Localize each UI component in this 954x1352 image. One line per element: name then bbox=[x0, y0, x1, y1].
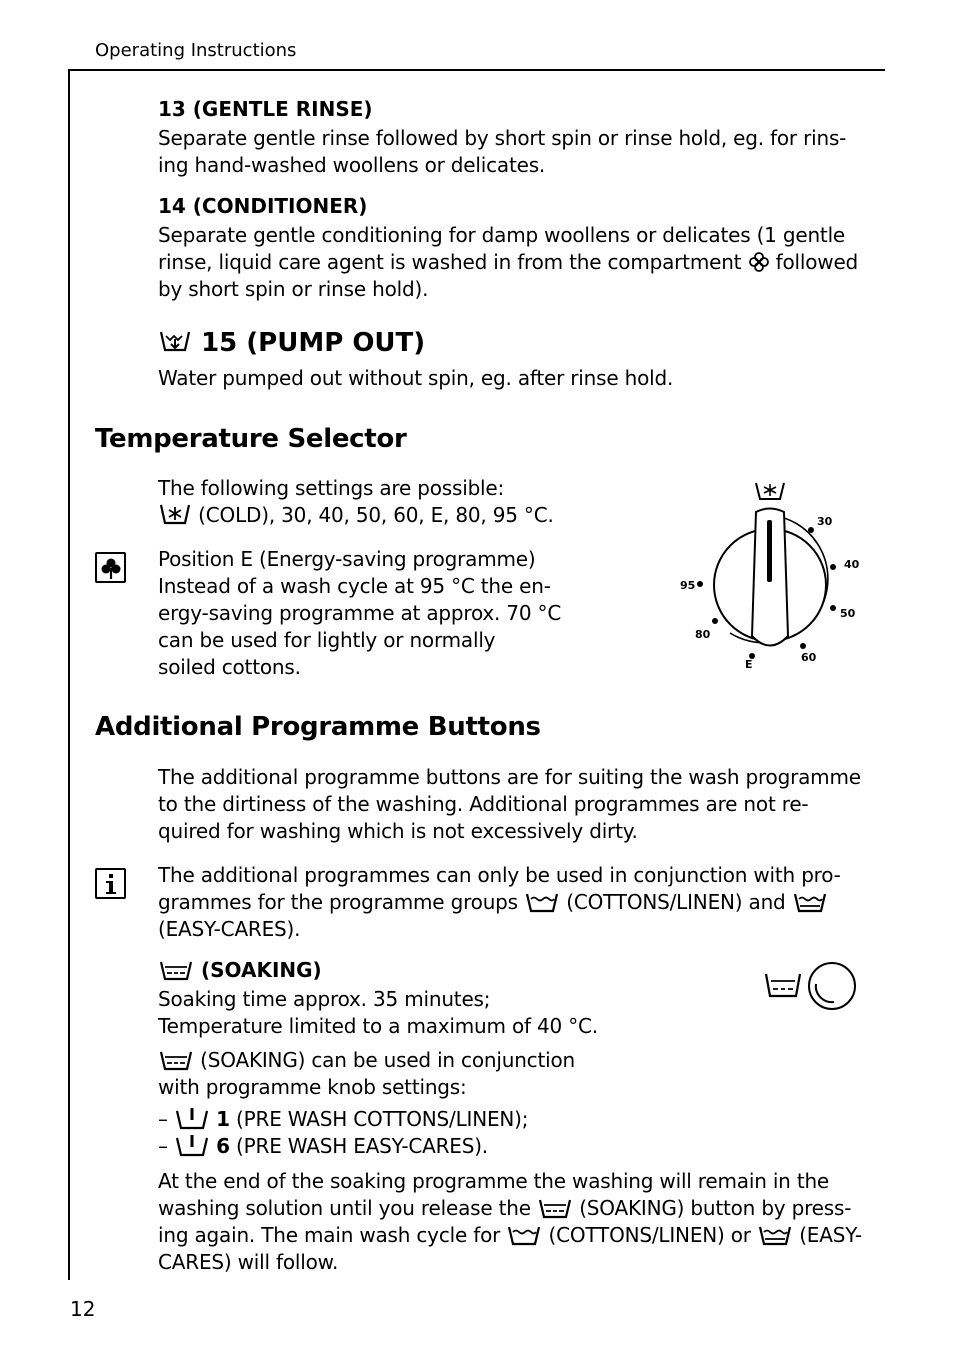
text-line bbox=[158, 1047, 575, 1074]
text-part: (SOAKING) button by press- bbox=[579, 1196, 852, 1220]
text-part: (SOAKING) can be used in conjunction bbox=[200, 1048, 575, 1072]
gentle-rinse-heading: 13 (GENTLE RINSE) bbox=[158, 97, 373, 121]
list-dash: – bbox=[158, 1134, 168, 1158]
text-part: grammes for the programme groups bbox=[158, 890, 518, 914]
text-part: ing again. The main wash cycle for bbox=[158, 1223, 501, 1247]
heading-text: 15 (PUMP OUT) bbox=[201, 328, 426, 358]
conditioner-text bbox=[158, 222, 858, 303]
flower-compartment-icon bbox=[748, 251, 770, 273]
pump-out-text: Water pumped out without spin, eg. after rinse hold. bbox=[158, 366, 674, 390]
dial-label-80: 80 bbox=[695, 628, 711, 641]
text-line: with programme knob settings: bbox=[158, 1075, 467, 1099]
text-line: ing hand-washed woollens or delicates. bbox=[158, 153, 546, 177]
text-line: can be used for lightly or normally bbox=[158, 628, 496, 652]
additional-heading: Additional Programme Buttons bbox=[95, 712, 541, 742]
clover-eco-icon bbox=[95, 552, 126, 583]
text-line: The additional programmes can only be used in conjunction with pro- bbox=[158, 863, 841, 887]
temperature-heading: Temperature Selector bbox=[95, 424, 407, 454]
text-line: Position E (Energy-saving programme) bbox=[158, 547, 536, 571]
list-item bbox=[158, 1133, 528, 1160]
text-line: to the dirtiness of the washing. Additional programmes are not re- bbox=[158, 792, 809, 816]
dial-label-30: 30 bbox=[817, 515, 833, 528]
conditioner-heading: 14 (CONDITIONER) bbox=[158, 194, 368, 218]
cold-tub-icon bbox=[158, 502, 192, 526]
text-line: soiled cottons. bbox=[158, 655, 301, 679]
dial-label-95: 95 bbox=[680, 579, 696, 592]
text-line: The additional programme buttons are for suiting the wash programme bbox=[158, 765, 861, 789]
dial-label-60: 60 bbox=[801, 651, 817, 664]
list-item bbox=[158, 1106, 528, 1133]
text-part: (COTTONS/LINEN) or bbox=[548, 1223, 751, 1247]
text-part: (COTTONS/LINEN) and bbox=[566, 890, 786, 914]
text-line: (EASY-CARES). bbox=[158, 917, 301, 941]
text-part: (COLD), 30, 40, 50, 60, E, 80, 95 °C. bbox=[198, 503, 554, 527]
easy-cares-icon bbox=[792, 891, 828, 913]
margin-rule bbox=[68, 70, 70, 1280]
knob-number: 6 bbox=[216, 1134, 230, 1158]
text-line bbox=[158, 249, 858, 276]
text-line: quired for washing which is not excessively dirty. bbox=[158, 819, 638, 843]
text-line: The following settings are possible: bbox=[158, 476, 505, 500]
text-line: Instead of a wash cycle at 95 °C the en- bbox=[158, 574, 551, 598]
pump-out-icon bbox=[158, 326, 192, 354]
energy-text bbox=[158, 546, 561, 681]
temperature-intro bbox=[158, 475, 554, 529]
temperature-dial bbox=[670, 470, 870, 680]
soaking-icon bbox=[158, 959, 194, 981]
gentle-rinse-text bbox=[158, 125, 846, 179]
heading-text: (SOAKING) bbox=[200, 958, 322, 982]
dial-cold-icon bbox=[756, 483, 784, 499]
text-part: rinse, liquid care agent is washed in from the compartment bbox=[158, 250, 742, 274]
dial-label-E: E bbox=[745, 658, 753, 671]
text-part: washing solution until you release the bbox=[158, 1196, 531, 1220]
knob-settings-list bbox=[158, 1106, 528, 1160]
text-line: ergy-saving programme at approx. 70 °C bbox=[158, 601, 562, 625]
page-number: 12 bbox=[70, 1297, 96, 1321]
soaking-conjunction-text bbox=[158, 1047, 575, 1101]
text-line bbox=[158, 1195, 862, 1222]
info-icon bbox=[95, 868, 126, 899]
additional-intro bbox=[158, 764, 861, 845]
soaking-heading bbox=[158, 957, 322, 984]
text-part: (PRE WASH COTTONS/LINEN); bbox=[236, 1107, 529, 1131]
dial-label-40: 40 bbox=[844, 558, 860, 571]
page-header: Operating Instructions bbox=[95, 40, 297, 61]
text-line: At the end of the soaking programme the washing will remain in the bbox=[158, 1169, 830, 1193]
text-line bbox=[158, 502, 554, 529]
text-line: CARES) will follow. bbox=[158, 1250, 339, 1274]
soaking-button-illustration bbox=[762, 961, 862, 1013]
header-rule bbox=[68, 69, 885, 71]
pump-out-heading bbox=[158, 326, 425, 358]
dial-label-50: 50 bbox=[840, 607, 856, 620]
easy-cares-icon bbox=[757, 1224, 793, 1246]
soaking-icon bbox=[158, 1049, 194, 1071]
text-part: (PRE WASH EASY-CARES). bbox=[236, 1134, 488, 1158]
soaking-end-text bbox=[158, 1168, 862, 1276]
text-line: Separate gentle rinse followed by short spin or rinse hold, eg. for rins- bbox=[158, 126, 847, 150]
text-line: Separate gentle conditioning for damp woollens or delicates (1 gentle bbox=[158, 223, 846, 247]
knob-number: 1 bbox=[216, 1107, 230, 1131]
text-line bbox=[158, 1222, 862, 1249]
text-line bbox=[158, 889, 841, 916]
cottons-linen-icon bbox=[524, 891, 560, 913]
text-part: followed bbox=[775, 250, 859, 274]
list-dash: – bbox=[158, 1107, 168, 1131]
text-line: by short spin or rinse hold). bbox=[158, 277, 429, 301]
soaking-tub-icon bbox=[766, 974, 800, 996]
soaking-text bbox=[158, 986, 598, 1040]
soaking-icon bbox=[537, 1197, 573, 1219]
text-line: Temperature limited to a maximum of 40 °C. bbox=[158, 1014, 598, 1038]
info-text bbox=[158, 862, 841, 943]
pre-wash-icon bbox=[174, 1106, 210, 1130]
text-part: (EASY- bbox=[799, 1223, 862, 1247]
cottons-linen-icon bbox=[506, 1224, 542, 1246]
pre-wash-icon bbox=[174, 1133, 210, 1157]
text-line: Soaking time approx. 35 minutes; bbox=[158, 987, 491, 1011]
